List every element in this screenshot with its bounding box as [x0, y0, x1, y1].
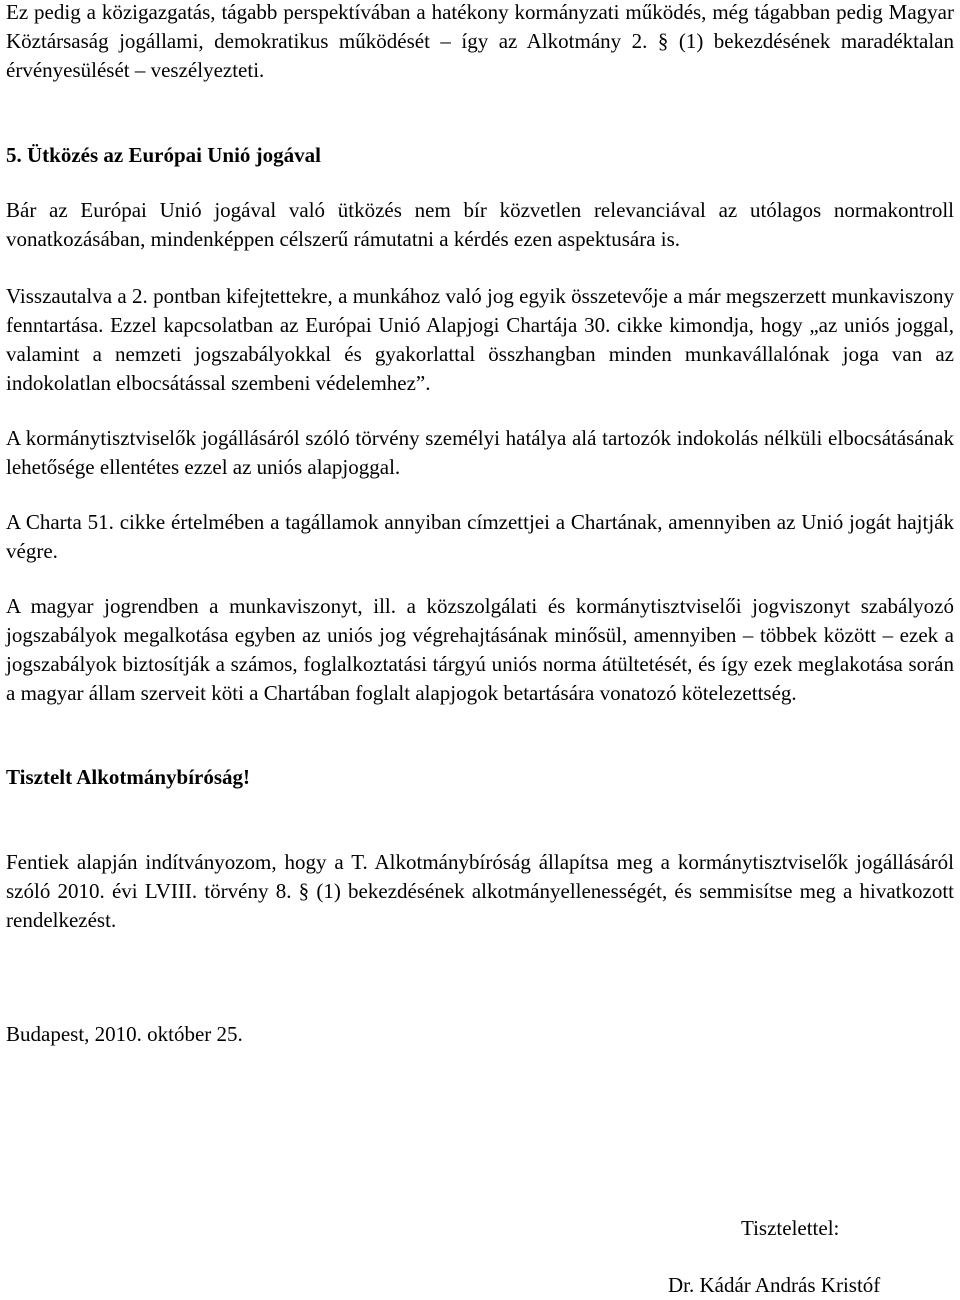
request-paragraph: Fentiek alapján indítványozom, hogy a T. Alkotmánybíróság állapítsa meg a kormánytisztviselők jogállásáról szóló 2010. évi LVIII. törvény 8. § (1) bekezdésének alkotmányellenességét, és semmisítse meg a hivatkozott rendelkezést.: [6, 850, 954, 932]
body-paragraph: Visszautalva a 2. pontban kifejtettekre, a munkához való jog egyik összetevője a már megszerzett munkaviszony fenntartása. Ezzel kapcsolatban az Európai Unió Alapjogi Chartája 30. cikke kimondja, hogy „az uniós joggal, valamint a nemzeti jogszabályokkal és gyakorlattal összhangban minden munkavállalónak joga van az indokolatlan elbocsátással szembeni védelemhez”.: [6, 284, 954, 395]
intro-paragraph: Ez pedig a közigazgatás, tágabb perspektívában a hatékony kormányzati működés, még tágabban pedig Magyar Köztársaság jogállami, demokratikus működését – így az Alkotmány 2. § (1) bekezdésének maradéktalan érvényesülését – veszélyezteti.: [6, 0, 954, 82]
address-heading: Tisztelt Alkotmánybíróság!: [6, 765, 251, 789]
body-paragraph: A Charta 51. cikke értelmében a tagállamok annyiban címzettjei a Chartának, amennyiben az Unió jogát hajtják végre.: [6, 510, 954, 563]
signer-name: Dr. Kádár András Kristóf: [668, 1273, 881, 1297]
section-heading: 5. Ütközés az Európai Unió jogával: [6, 143, 321, 167]
document-page: [6, 0, 954, 1049]
body-paragraph: A magyar jogrendben a munkaviszonyt, ill. a közszolgálati és kormánytisztviselői jogviszonyt szabályozó jogszabályok megalkotása egyben az uniós jog végrehajtásának minősül, amennyiben – többek között – ezek a jogszabályok biztosítják a számos, foglalkoztatási tárgyú uniós norma átültetését, és így ezek meglakotása során a magyar állam szerveit köti a Chartában foglalt alapjogok betartására vonatozó kötelezettség.: [6, 594, 954, 705]
date-line: Budapest, 2010. október 25.: [6, 1022, 243, 1046]
body-paragraph: A kormánytisztviselők jogállásáról szóló törvény személyi hatálya alá tartozók indokolás nélküli elbocsátásának lehetősége ellentétes ezzel az uniós alapjoggal.: [6, 426, 954, 479]
body-paragraph: Bár az Európai Unió jogával való ütközés nem bír közvetlen relevanciával az utólagos normakontroll vonatkozásában, mindenképpen célszerű rámutatni a kérdés ezen aspektusára is.: [6, 198, 954, 251]
closing-line: Tisztelettel:: [741, 1216, 840, 1240]
